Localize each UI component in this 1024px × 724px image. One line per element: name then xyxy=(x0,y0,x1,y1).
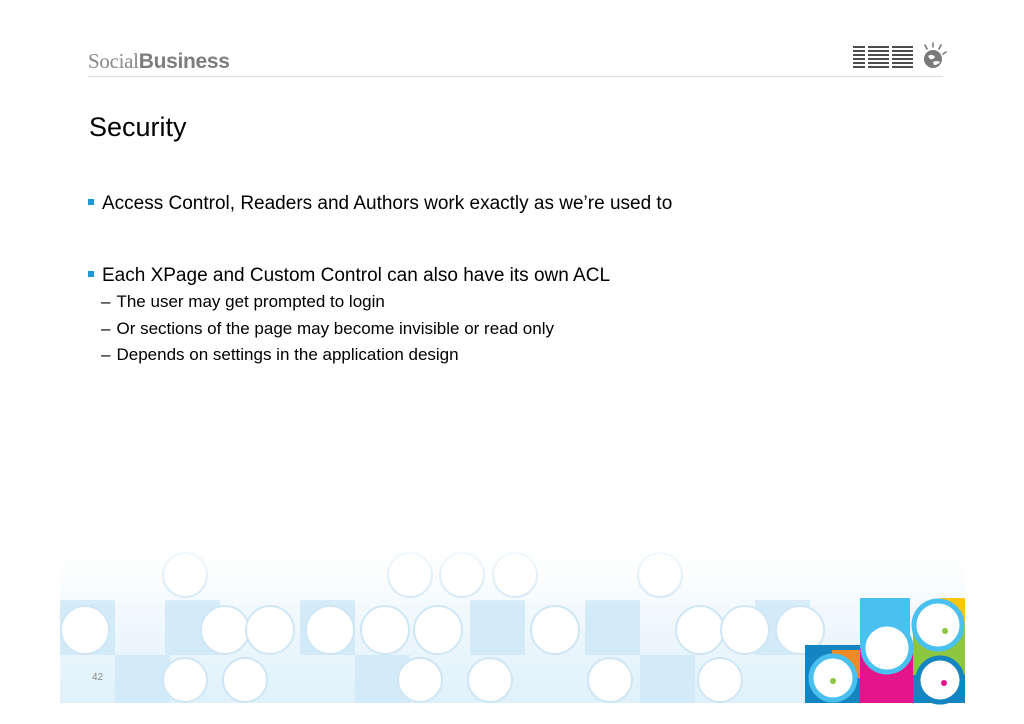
sub-bullet-text: The user may get prompted to login xyxy=(116,292,385,311)
bullet-text: Each XPage and Custom Control can also have its own ACL xyxy=(102,265,611,286)
page-number: 42 xyxy=(92,672,104,683)
bullet-text: Access Control, Readers and Authors work exactly as we’re used to xyxy=(102,193,673,214)
sub-bullet-text: Or sections of the page may become invisible or read only xyxy=(116,319,554,338)
brand-part-social: Social xyxy=(88,49,139,73)
ibm-logo xyxy=(853,44,913,70)
brand-part-business: Business xyxy=(138,50,230,73)
bullet-square-icon xyxy=(88,199,94,205)
dash-marker: – xyxy=(101,345,111,364)
sub-bullet-item xyxy=(101,292,385,312)
dash-marker: – xyxy=(101,292,111,311)
header-rule xyxy=(88,76,943,77)
dash-marker: – xyxy=(101,319,111,338)
smarter-planet-globe-icon xyxy=(918,42,948,72)
sub-bullet-item xyxy=(101,319,554,339)
bullet-item xyxy=(88,193,672,215)
brand-wordmark xyxy=(88,49,230,74)
bullet-square-icon xyxy=(88,271,94,277)
sub-bullet-item xyxy=(101,345,459,365)
footer-pattern xyxy=(0,530,1024,724)
sub-bullet-text: Depends on settings in the application design xyxy=(116,345,459,364)
slide-title: Security xyxy=(89,112,187,142)
bullet-item xyxy=(88,265,610,287)
